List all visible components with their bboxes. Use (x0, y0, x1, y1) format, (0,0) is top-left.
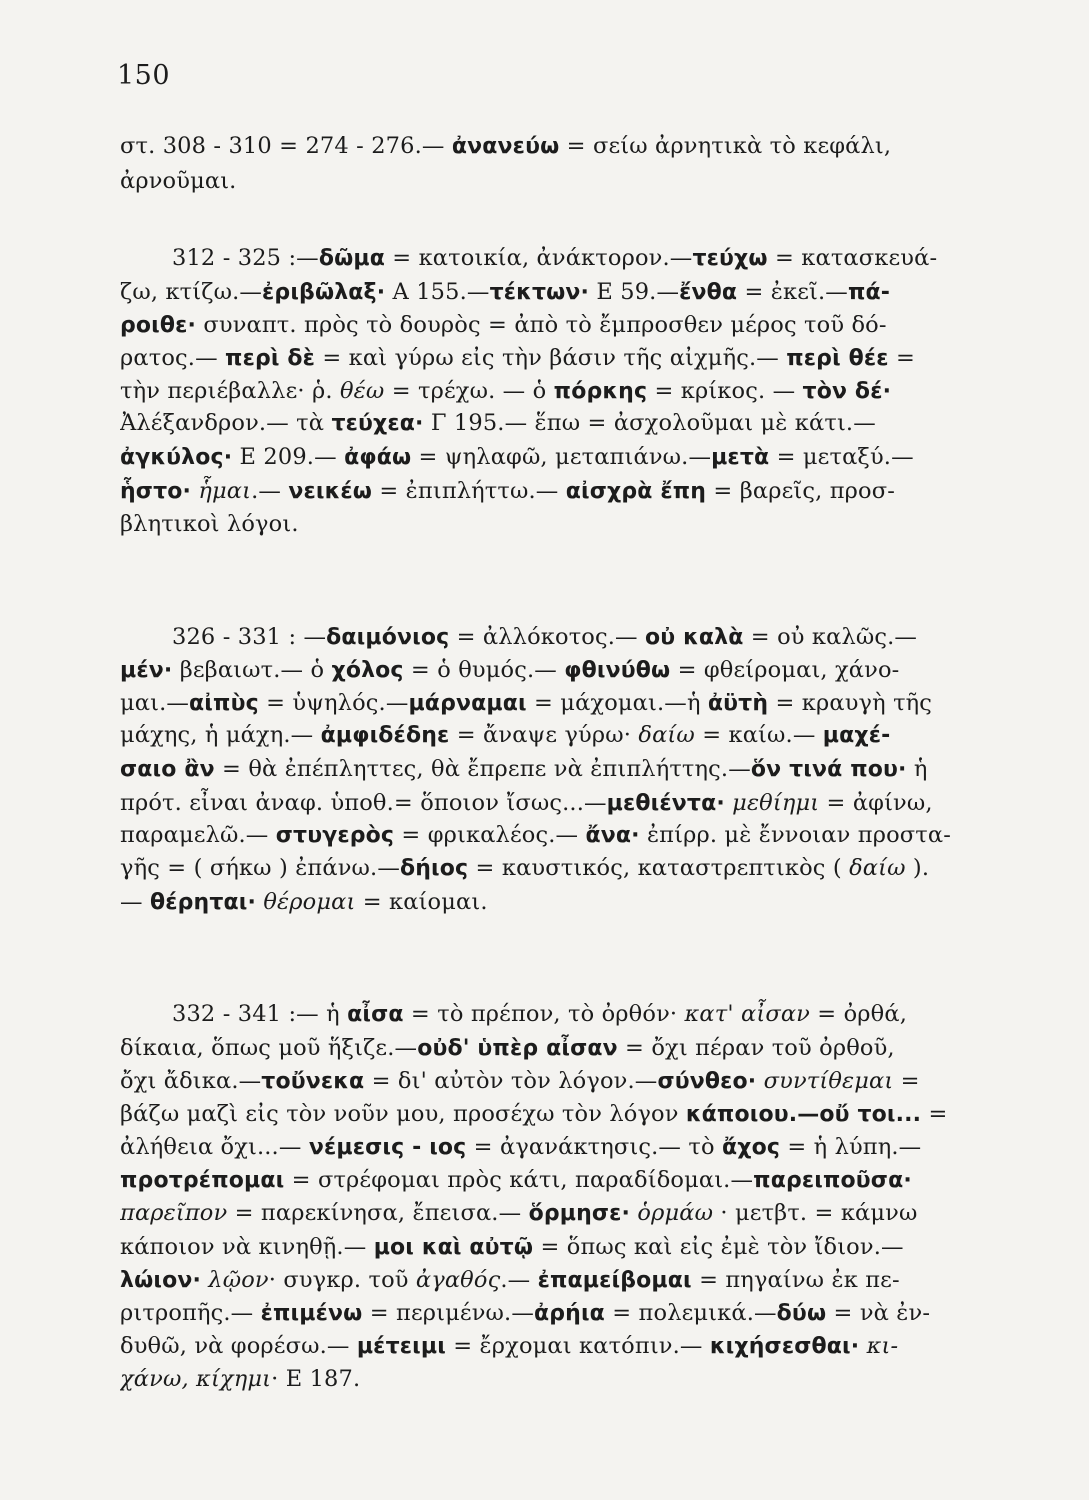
text-line (120, 166, 992, 196)
headword: μέν· (120, 658, 173, 683)
text-line (120, 1364, 992, 1394)
headword: κιχήσεσθαι· (709, 1334, 860, 1359)
text-line (120, 509, 992, 539)
gloss-text: κάποιον νὰ κινηθῇ.— (120, 1234, 374, 1260)
gloss-text: = νὰ ἐν- (826, 1300, 931, 1326)
text-line (120, 688, 992, 718)
gloss-text: = ἀφίνω, (819, 790, 933, 816)
text-line (120, 1265, 992, 1295)
gloss-text: ἐπίρρ. μὲ ἔννοιαν προστα- (639, 822, 951, 848)
gloss-text: ὄχι ἄδικα.— (120, 1068, 262, 1094)
text-line (120, 131, 992, 161)
headword: πά- (847, 280, 891, 305)
italic-form: ἧμαι (198, 478, 252, 504)
headword: μέτειμι (356, 1334, 446, 1359)
gloss-text: ἡ (906, 756, 928, 782)
headword: δήιος (399, 856, 469, 881)
gloss-text: ). (905, 855, 930, 881)
headword: ἀφάω (344, 445, 412, 470)
gloss-text: = μεταξύ.— (769, 444, 914, 470)
gloss-text: βλητικοὶ λόγοι. (120, 511, 299, 537)
gloss-text: = κατασκευά- (767, 245, 938, 271)
headword: μοι καὶ αὐτῷ (373, 1235, 534, 1260)
gloss-text: = τρέχω. — ὁ (384, 378, 554, 404)
gloss-text: · συγκρ. τοῦ (268, 1267, 416, 1293)
gloss-text: = καίομαι. (355, 889, 488, 915)
text-line (120, 820, 992, 850)
italic-form: κι- (866, 1333, 899, 1359)
headword: αἰσχρὰ ἔπη (565, 479, 707, 504)
gloss-text: Ε 209.— (232, 444, 345, 470)
gloss-text: = ἀλλόκοτος.— (449, 624, 645, 650)
italic-form: θέω (339, 378, 385, 404)
italic-form: χάνω, κίχημι (120, 1366, 272, 1392)
text-line (120, 1033, 992, 1063)
italic-form: θέρομαι (263, 889, 356, 915)
headword: ροιθε· (120, 313, 197, 338)
headword: προτρέπομαι (120, 1168, 285, 1193)
headword: περὶ δὲ (225, 346, 316, 371)
text-line (120, 442, 992, 472)
italic-form: κατ' αἶσαν (684, 1001, 810, 1027)
italic-form: συντίθεμαι (763, 1068, 894, 1094)
text-line (120, 720, 992, 750)
headword: δῶμα (318, 246, 385, 271)
italic-form: μεθίημι (732, 790, 820, 816)
gloss-text: = ὄχι πέραν τοῦ ὀρθοῦ, (617, 1035, 895, 1061)
gloss-text: = ὁ θυμός.— (403, 657, 565, 683)
gloss-text: ζω, κτίζω.— (120, 279, 263, 305)
text-line (120, 788, 992, 818)
text-line (120, 310, 992, 340)
headword: θέρηται· (149, 890, 257, 915)
headword: μάρναμαι (408, 691, 527, 716)
gloss-text: = καίω.— (694, 722, 823, 748)
text-line (120, 655, 992, 685)
headword: ἧστο· (120, 479, 192, 504)
gloss-text: μάχης, ἡ μάχη.— (120, 722, 321, 748)
gloss-text: Α 155.— (385, 279, 490, 305)
text-line (120, 243, 1044, 273)
headword: λώιον· (120, 1268, 201, 1293)
text-line (120, 1165, 992, 1195)
headword: τεύχεα· (331, 411, 424, 436)
headword: περὶ θέε (786, 346, 889, 371)
gloss-text: = ὅπως καὶ εἰς ἐμὲ τὸν ἴδιον.— (533, 1234, 904, 1260)
headword: ἐριβῶλαξ· (262, 280, 386, 305)
italic-form: δαίω (849, 855, 906, 881)
gloss-text: ἀρνοῦμαι. (120, 168, 237, 194)
gloss-text: = φρικαλέος.— (394, 822, 586, 848)
headword: φθινύθω (564, 658, 671, 683)
gloss-text: · Ε 187. (271, 1366, 361, 1392)
headword: μεθιέντα· (606, 791, 725, 816)
gloss-text: μαι.— (120, 690, 190, 716)
gloss-text: — (120, 889, 150, 915)
gloss-text: · μετβτ. = κάμνω (713, 1200, 918, 1226)
gloss-text: = δι' αὐτὸν τὸν λόγον.— (364, 1068, 658, 1094)
text-line (120, 277, 992, 307)
gloss-text: = περιμένω.— (362, 1300, 534, 1326)
text-line (120, 622, 1044, 652)
headword: τέκτων· (489, 280, 590, 305)
text-line (120, 408, 992, 438)
italic-form: ἀγαθός (415, 1267, 501, 1293)
text-line (120, 1066, 992, 1096)
gloss-text: παραμελῶ.— (120, 822, 276, 848)
gloss-text: = μάχομαι.—ἡ (526, 690, 708, 716)
headword: αἰπὺς (189, 691, 259, 716)
text-line (120, 376, 992, 406)
text-line (120, 1232, 992, 1262)
gloss-text: = ἐκεῖ.— (737, 279, 848, 305)
gloss-text: = ἐπιπλήττω.— (372, 478, 566, 504)
headword: ἀρήια (533, 1301, 605, 1326)
text-line (120, 1132, 992, 1162)
gloss-text: = κατοικία, ἀνάκτορον.— (384, 245, 693, 271)
headword: ἐπιμένω (260, 1301, 363, 1326)
text-line (120, 853, 992, 883)
headword: οὐ καλὰ (645, 625, 744, 650)
headword: χόλος (331, 658, 404, 683)
gloss-text: = καυστικός, καταστρεπτικὸς ( (468, 855, 850, 881)
headword: ἀϋτὴ (707, 691, 769, 716)
headword: αἶσα (347, 1002, 404, 1027)
gloss-text: = (921, 1101, 948, 1127)
italic-form: λῷον (208, 1267, 269, 1293)
headword: δύω (776, 1301, 827, 1326)
gloss-text: = ἔρχομαι κατόπιν.— (445, 1333, 710, 1359)
headword: πόρκης (553, 379, 648, 404)
gloss-text: = ἄναψε γύρω· (449, 722, 639, 748)
headword: ἐπαμείβομαι (537, 1268, 692, 1293)
text-line (120, 887, 992, 917)
italic-form: παρεῖπον (120, 1200, 228, 1226)
text-line (120, 343, 992, 373)
gloss-text: γῆς = ( σήκω ) ἐπάνω.— (120, 855, 400, 881)
headword: οὐδ' ὑπὲρ αἶσαν (417, 1036, 618, 1061)
gloss-text: = οὐ καλῶς.— (743, 624, 918, 650)
gloss-text: στ. 308 - 310 = 274 - 276.— (120, 133, 452, 159)
headword: ἄνα· (585, 823, 640, 848)
gloss-text: = ἀγανάκτησις.— τὸ (466, 1134, 722, 1160)
gloss-text: 326 - 331 : — (172, 624, 327, 650)
gloss-text: = στρέφομαι πρὸς κάτι, παραδίδομαι.— (284, 1167, 754, 1193)
headword: δαιμόνιος (326, 625, 450, 650)
gloss-text: = θὰ ἐπέπληττες, θὰ ἔπρεπε νὰ ἐπιπλήττης.— (214, 756, 751, 782)
gloss-text: = πηγαίνω ἐκ πε- (691, 1267, 900, 1293)
gloss-text: = πολεμικά.— (604, 1300, 777, 1326)
gloss-text: ἀλήθεια ὄχι...— (120, 1134, 309, 1160)
headword: μαχέ- (822, 723, 891, 748)
headword: ἀμφιδέδηε (320, 723, 450, 748)
gloss-text: = ὑψηλός.— (258, 690, 409, 716)
gloss-text: ρατος.— (120, 345, 226, 371)
headword: ἀγκύλος· (120, 445, 233, 470)
gloss-text: = ψηλαφῶ, μεταπιάνω.— (411, 444, 712, 470)
headword: νέμεσις - ιος (308, 1135, 467, 1160)
gloss-text: πρότ. εἶναι ἀναφ. ὑποθ.= ὅποιον ἴσως...— (120, 790, 607, 816)
headword: σαιο ἂν (120, 757, 215, 782)
headword: ἔνθα (679, 280, 738, 305)
text-line (120, 1099, 992, 1129)
headword: τεύχω (692, 246, 768, 271)
gloss-text: = τὸ πρέπον, τὸ ὀρθόν· (403, 1001, 685, 1027)
gloss-text: = ἡ λύπη.— (780, 1134, 922, 1160)
gloss-text: = σείω ἀρνητικὰ τὸ κεφάλι, (559, 133, 892, 159)
italic-form: δαίω (638, 722, 695, 748)
gloss-text: = καὶ γύρω εἰς τὴν βάσιν τῆς αἰχμῆς.— (315, 345, 787, 371)
gloss-text: = κραυγὴ τῆς (768, 690, 933, 716)
headword: ὅρμησε· (528, 1201, 631, 1226)
text-line (120, 999, 1044, 1029)
text-line (120, 1198, 992, 1228)
gloss-text: = φθείρομαι, χάνο- (670, 657, 900, 683)
gloss-text: = βαρεῖς, προσ- (706, 478, 895, 504)
gloss-text (859, 1333, 866, 1359)
headword: μετὰ (711, 445, 770, 470)
italic-form: ὁρμάω (637, 1200, 714, 1226)
gloss-text (756, 1068, 763, 1094)
gloss-text: Ε 59.— (589, 279, 680, 305)
headword: κάποιου.—οὔ τοι... (685, 1102, 922, 1127)
gloss-text: Γ 195.— ἕπω = ἀσχολοῦμαι μὲ κάτι.— (423, 410, 876, 436)
gloss-text: = (893, 1068, 920, 1094)
gloss-text: = ὀρθά, (810, 1001, 908, 1027)
text-line (120, 476, 992, 506)
gloss-text: δυθῶ, νὰ φορέσω.— (120, 1333, 357, 1359)
gloss-text: .— (251, 478, 289, 504)
headword: τὸν δέ· (802, 379, 892, 404)
gloss-text: συναπτ. πρὸς τὸ δουρὸς = ἀπὸ τὸ ἔμπροσθεν μέρος τοῦ δό- (196, 312, 887, 338)
text-line (120, 1331, 992, 1361)
gloss-text: δίκαια, ὅπως μοῦ ἥξιζε.— (120, 1035, 418, 1061)
headword: σύνθεο· (657, 1069, 757, 1094)
gloss-text: Ἀλέξανδρον.— τὰ (120, 410, 332, 436)
headword: ἀνανεύω (451, 134, 560, 159)
gloss-text: 332 - 341 :— ἡ (172, 1001, 348, 1027)
gloss-text: ριτροπῆς.— (120, 1300, 261, 1326)
gloss-text: τὴν περιέβαλλε· ῥ. (120, 378, 340, 404)
text-line (120, 754, 992, 784)
headword: παρειποῦσα· (753, 1168, 912, 1193)
gloss-text: βάζω μαζὶ εἰς τὸν νοῦν μου, προσέχω τὸν λόγον (120, 1101, 686, 1127)
headword: τοὔνεκα (261, 1069, 365, 1094)
text-line (120, 1298, 992, 1328)
headword: στυγερὸς (275, 823, 395, 848)
gloss-text: βεβαιωτ.— ὁ (172, 657, 332, 683)
gloss-text: .— (500, 1267, 538, 1293)
headword: ἄχος (721, 1135, 781, 1160)
gloss-text: = κρίκος. — (647, 378, 803, 404)
gloss-text: = παρεκίνησα, ἔπεισα.— (227, 1200, 529, 1226)
headword: νεικέω (288, 479, 373, 504)
gloss-text: 312 - 325 :— (172, 245, 319, 271)
page-number: 150 (117, 60, 171, 91)
headword: ὅν τινά που· (750, 757, 907, 782)
gloss-text: = (888, 345, 915, 371)
